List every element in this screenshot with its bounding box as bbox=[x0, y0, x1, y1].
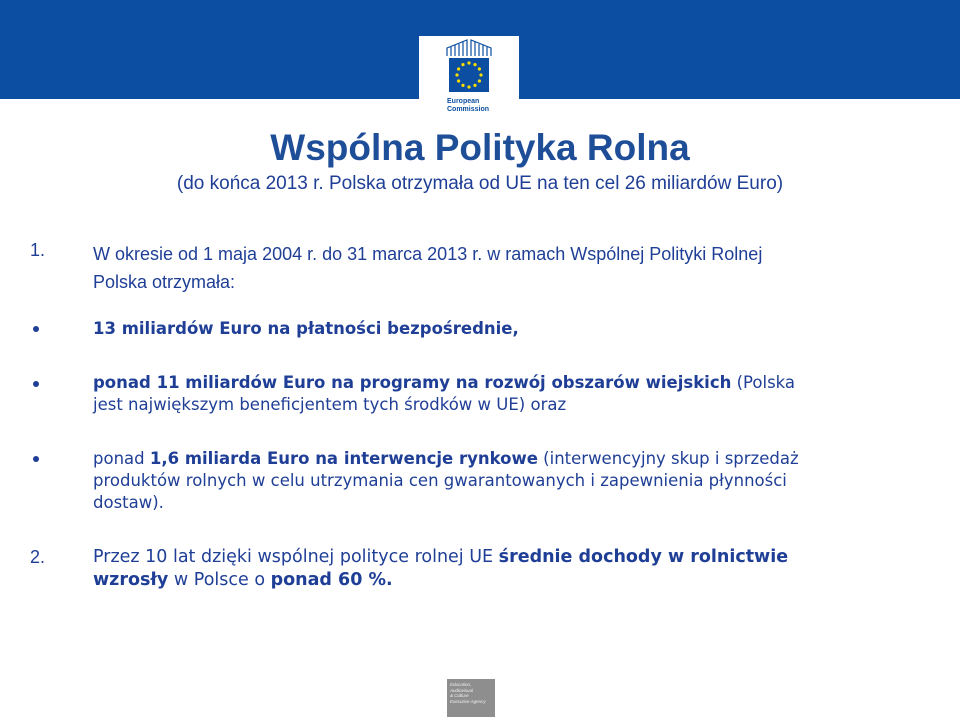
point1-number: 1. bbox=[30, 240, 46, 260]
bullet-3-line3: dostaw). bbox=[93, 493, 164, 512]
bullet-2-line1 bbox=[93, 372, 913, 394]
slide-subtitle: (do końca 2013 r. Polska otrzymała od UE na ten cel 26 miliardów Euro) bbox=[176, 173, 784, 194]
logo-text bbox=[447, 98, 489, 114]
bullet-3-text bbox=[93, 448, 913, 514]
slide-title: Wspólna Polityka Rolna bbox=[270, 127, 690, 168]
point2-bold2: wzrosły bbox=[93, 570, 169, 590]
point1-line1: W okresie od 1 maja 2004 r. do 31 marca 2013 r. w ramach Wspólnej Polityki Rolnej bbox=[93, 244, 763, 264]
eacea-line1: Education, bbox=[450, 682, 472, 687]
bullet-2-text bbox=[93, 372, 913, 416]
point2-line2 bbox=[93, 569, 913, 592]
bullet-2-icon bbox=[33, 381, 39, 387]
bullet-3-line2: produktów rolnych w celu utrzymania cen gwarantowanych i zapewnienia płynności bbox=[93, 471, 787, 490]
bullet-1-icon bbox=[33, 326, 39, 332]
bullet-3-line1 bbox=[93, 448, 913, 470]
eacea-logo-text bbox=[450, 682, 486, 704]
point2-text bbox=[93, 546, 913, 592]
point2-bold1: średnie dochody w rolnictwie bbox=[498, 547, 789, 567]
logo-text-line1: European bbox=[447, 98, 480, 105]
bullet-3-prefix: ponad bbox=[93, 449, 150, 468]
eacea-line3: & Culture bbox=[450, 693, 469, 698]
bullet-1-bold: 13 miliardów Euro na płatności bezpośrednie, bbox=[93, 319, 519, 338]
eacea-logo bbox=[447, 679, 495, 717]
point2-number: 2. bbox=[30, 547, 46, 567]
logo-text-line2: Commission bbox=[447, 106, 490, 113]
eacea-line4: Executive Agency bbox=[450, 698, 486, 704]
point2-line1 bbox=[93, 546, 913, 569]
point1-text bbox=[93, 240, 913, 296]
bullet-1-text bbox=[93, 318, 913, 340]
bullet-3-rest1: (interwencyjny skup i sprzedaż bbox=[537, 449, 799, 468]
point2-bold3: ponad 60 %. bbox=[270, 570, 393, 590]
bullet-2-rest1: (Polska bbox=[731, 373, 796, 392]
point2-plain2: w Polsce o bbox=[168, 570, 271, 590]
bullet-2-bold: ponad 11 miliardów Euro na programy na rozwój obszarów wiejskich bbox=[93, 373, 732, 392]
european-commission-logo bbox=[419, 36, 519, 120]
bullet-2-line2: jest największym beneficjentem tych środków w UE) oraz bbox=[93, 395, 567, 414]
point1-line2: Polska otrzymała: bbox=[93, 272, 236, 292]
bullet-3-icon bbox=[33, 456, 39, 462]
point2-plain1: Przez 10 lat dzięki wspólnej polityce rolnej UE bbox=[93, 547, 499, 567]
eacea-line2: Audiovisual bbox=[450, 687, 474, 693]
bullet-3-bold: 1,6 miliarda Euro na interwencje rynkowe bbox=[149, 449, 538, 468]
